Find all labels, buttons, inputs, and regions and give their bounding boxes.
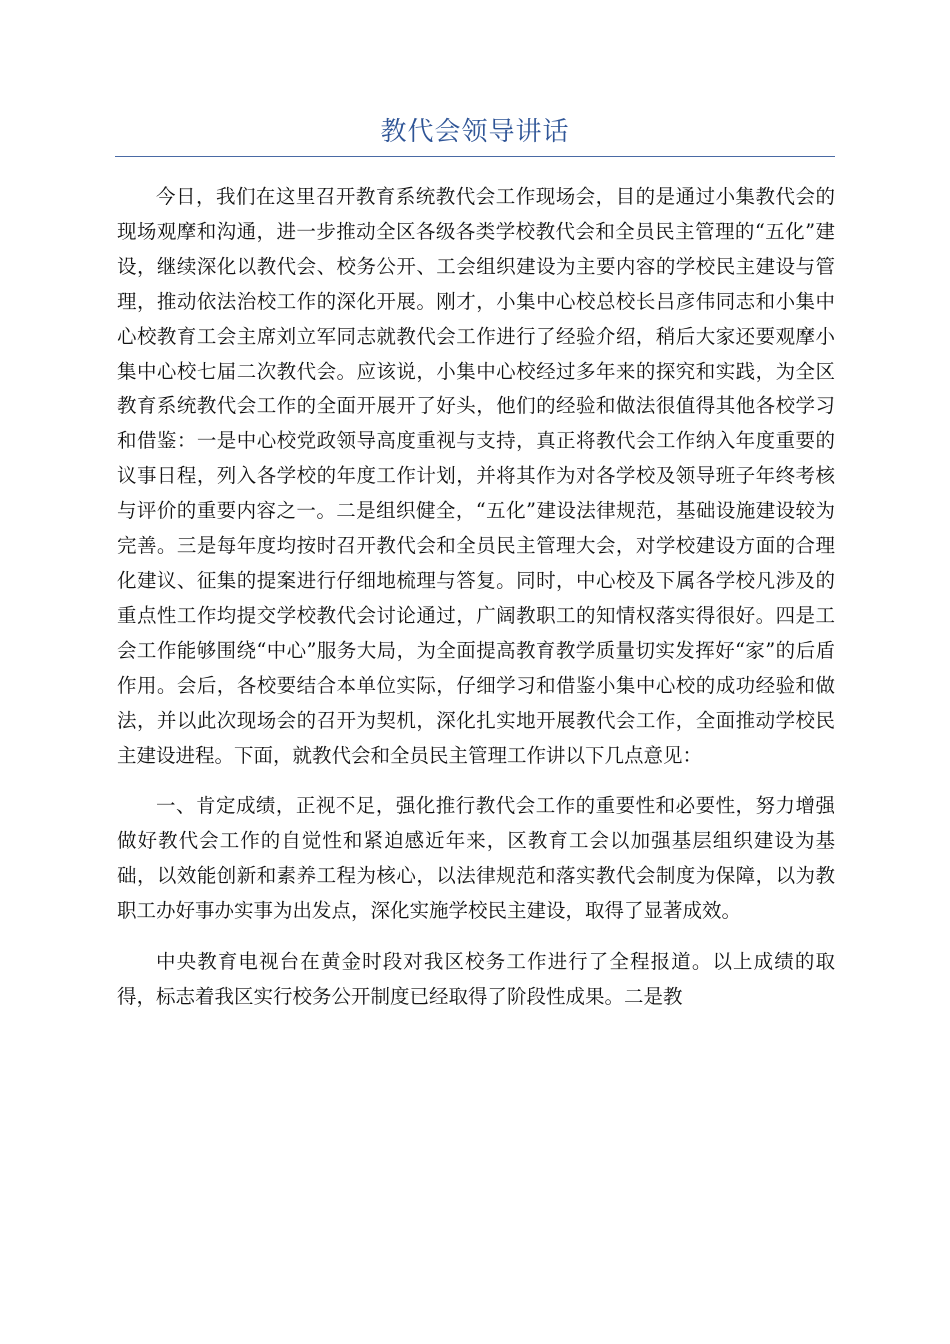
document-body <box>117 180 835 1015</box>
paragraph-intro: 今日，我们在这里召开教育系统教代会工作现场会，目的是通过小集教代会的现场观摩和沟通，进一步推动全区各级各类学校教代会和全员民主管理的“五化”建设，继续深化以教代会、校务公开、工会组织建设为主要内容的学校民主建设与管理，推动依法治校工作的深化开展。刚才，小集中心校总校长吕彦伟同志和小集中心校教育工会主席刘立军同志就教代会工作进行了经验介绍，稍后大家还要观摩小集中心校七届二次教代会。应该说，小集中心校经过多年来的探究和实践，为全区教育系统教代会工作的全面开展开了好头，他们的经验和做法很值得其他各校学习和借鉴：一是中心校党政领导高度重视与支持，真正将教代会工作纳入年度重要的议事日程，列入各学校的年度工作计划，并将其作为对各学校及领导班子年终考核与评价的重要内容之一。二是组织健全，“五化”建设法律规范，基础设施建设较为完善。三是每年度均按时召开教代会和全员民主管理大会，对学校建设方面的合理化建议、征集的提案进行仔细地梳理与答复。同时，中心校及下属各学校凡涉及的重点性工作均提交学校教代会讨论通过，广阔教职工的知情权落实得很好。四是工会工作能够围绕“中心”服务大局，为全面提高教育教学质量切实发挥好“家”的后盾作用。会后，各校要结合本单位实际，仔细学习和借鉴小集中心校的成功经验和做法，并以此次现场会的召开为契机，深化扎实地开展教代会工作，全面推动学校民主建设进程。下面，就教代会和全员民主管理工作讲以下几点意见： <box>117 185 835 767</box>
paragraph-cctv-report: 中央教育电视台在黄金时段对我区校务工作进行了全程报道。以上成绩的取得，标志着我区实行校务公开制度已经取得了阶段性成果。二是教 <box>117 950 835 1008</box>
title-underline-block <box>115 112 835 157</box>
document-title: 教代会领导讲话 <box>380 117 570 147</box>
paragraph-section-one: 一、肯定成绩，正视不足，强化推行教代会工作的重要性和必要性，努力增强做好教代会工作的自觉性和紧迫感近年来，区教育工会以加强基层组织建设为基础，以效能创新和素养工程为核心，以法律规范和落实教代会制度为保障，以为教职工办好事办实事为出发点，深化实施学校民主建设，取得了显著成效。 <box>117 794 835 923</box>
